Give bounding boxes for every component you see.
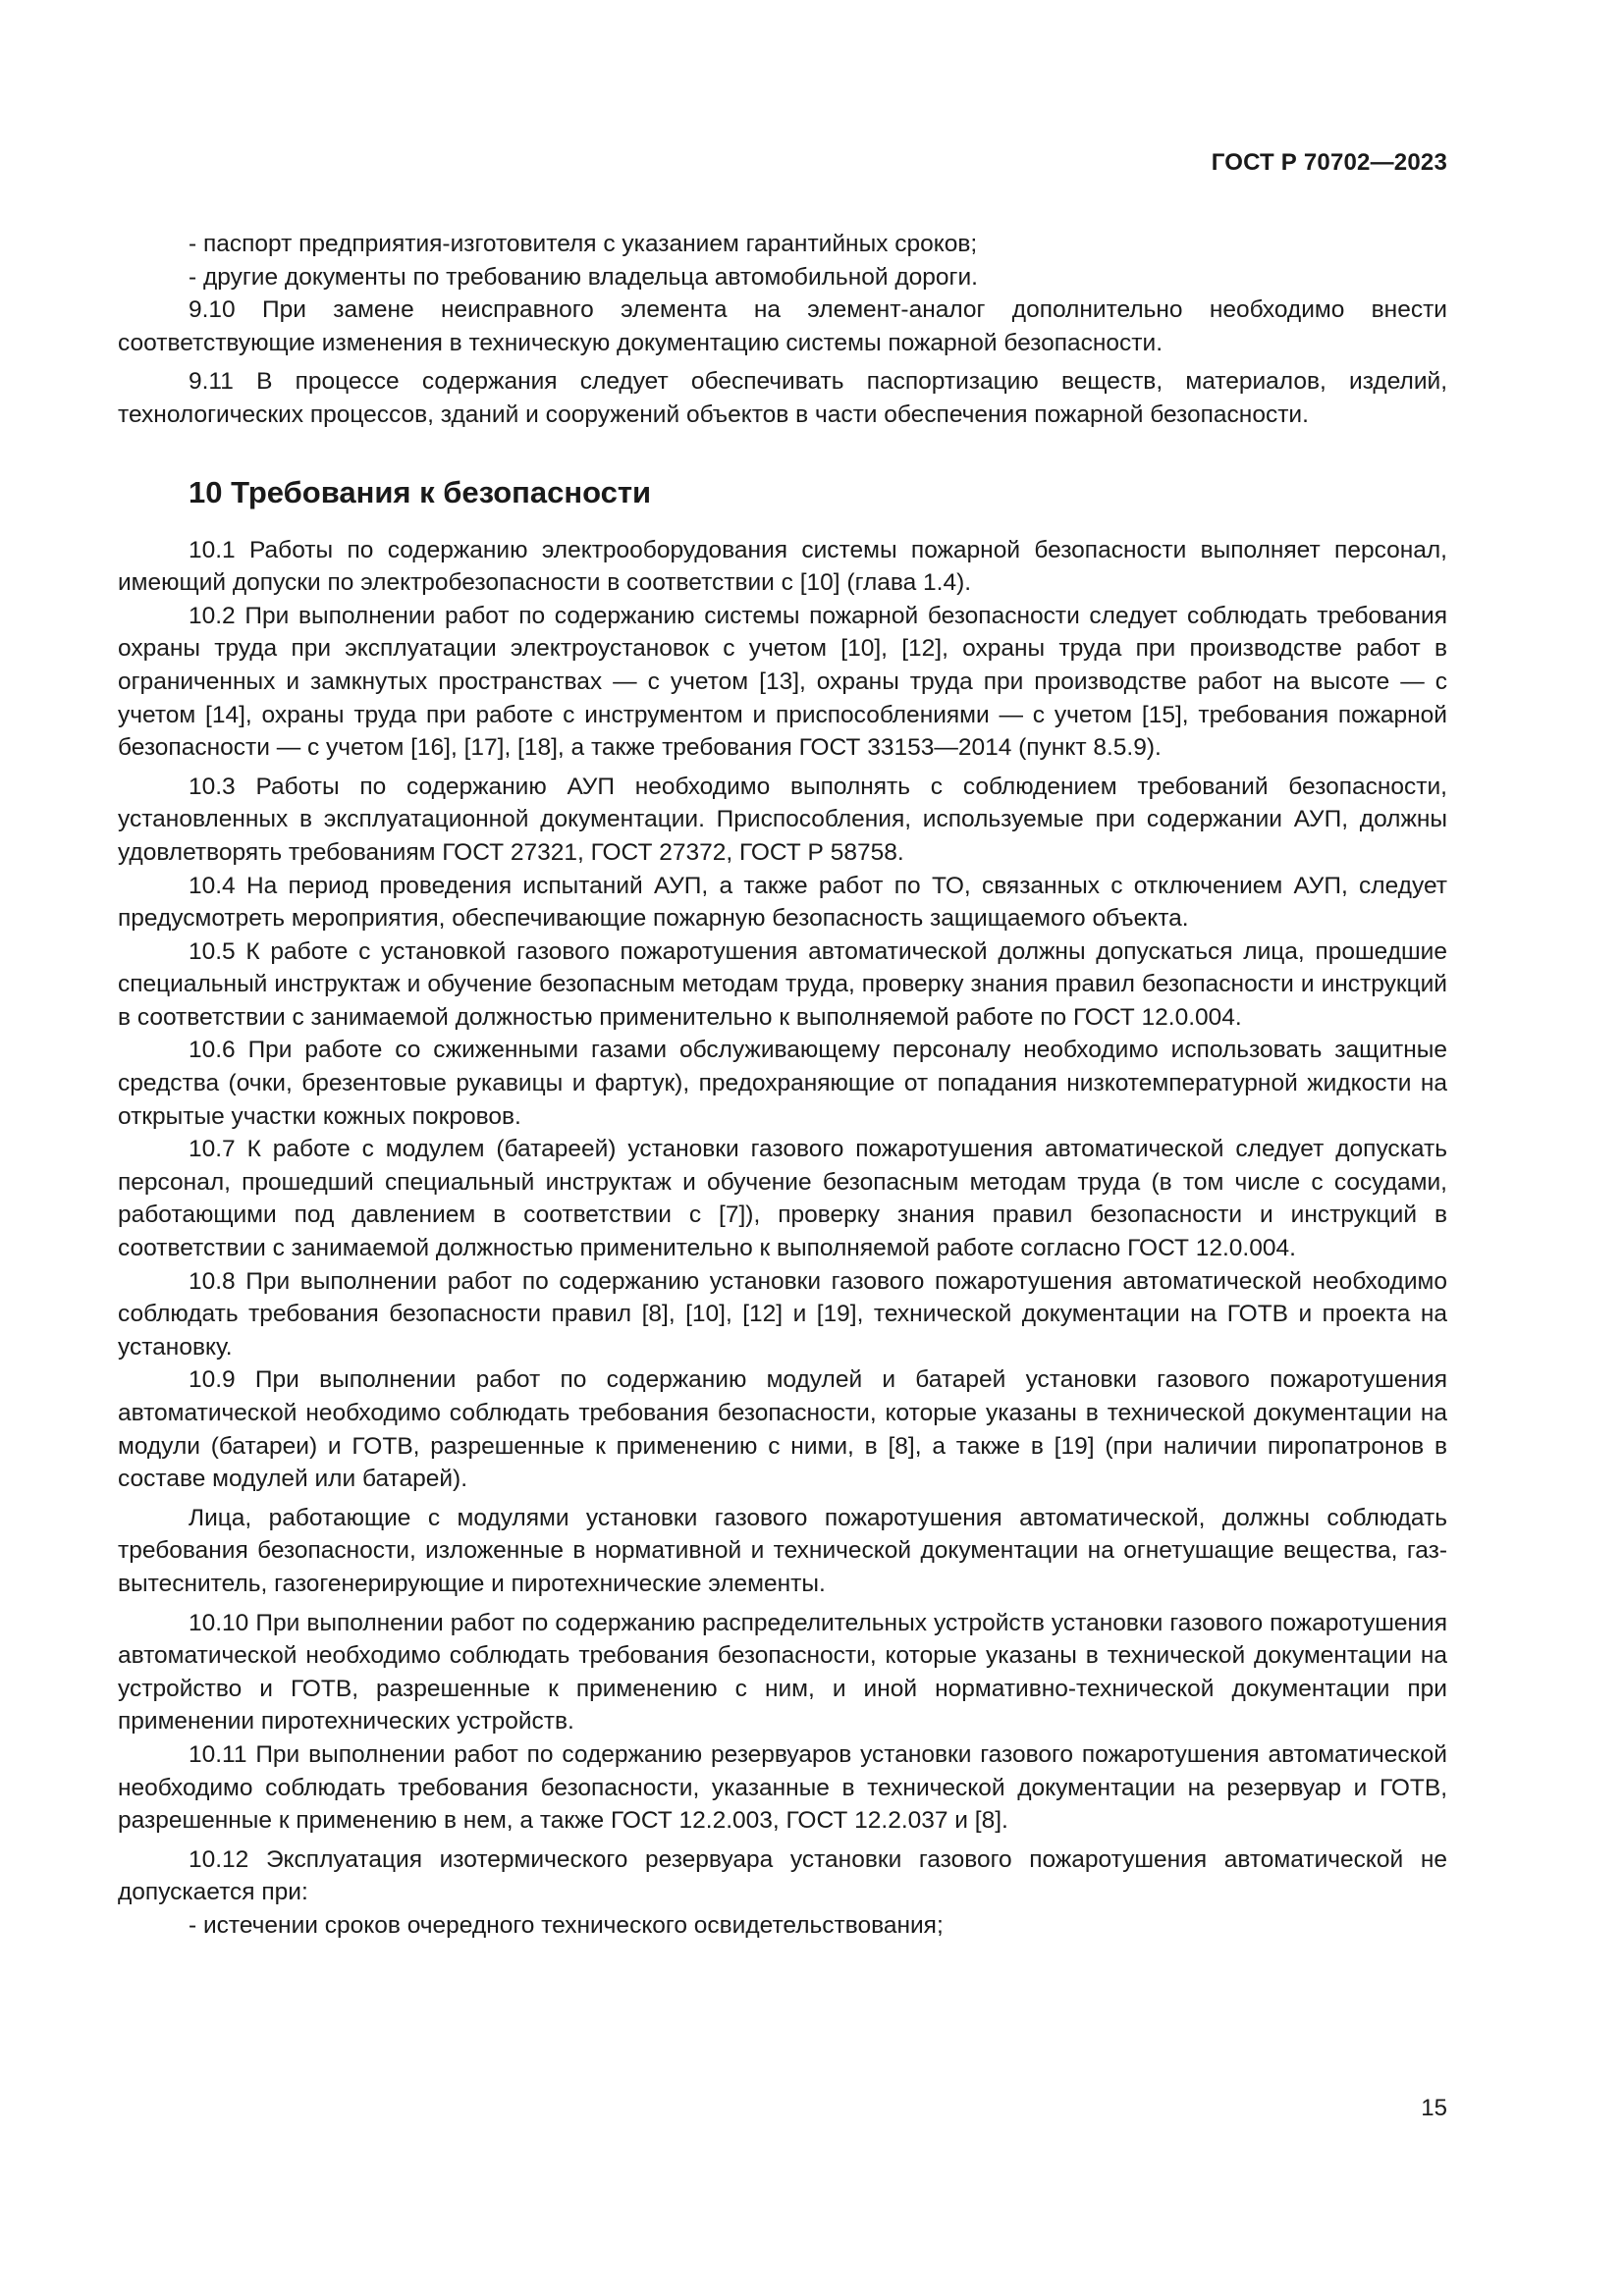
clause-10-8: 10.8 При выполнении работ по содержанию установки газового пожаротушения автоматической необходимо соблюдать требования безопасности правил [8], [10], [12] и [19], технической документации на ГОТВ и проекта на установку. [118,1267,1447,1361]
clause-10-7: 10.7 К работе с модулем (батареей) установки газового пожаротушения автоматической следует допускать персонал, прошедший специальный инструктаж и обучение безопасным методам труда (в том числе с сосудами, работающими под давлением в соответствии с [7]), проверку знания правил безопасности и инструкций в соответствии с занимаемой должностью применительно к выполняемой работе согласно ГОСТ 12.0.004. [118,1136,1447,1262]
list-item-other-docs: - другие документы по требованию владельца автомобильной дороги. [189,263,978,291]
clause-10-9: 10.9 При выполнении работ по содержанию модулей и батарей установки газового пожаротушения автоматической необходимо соблюдать требования безопасности, которые указаны в технической документации на модули (батареи) и ГОТВ, разрешенные к применению с ними, в [8], а также в [19] (при наличии пиропатронов в составе модулей или батарей). [118,1366,1447,1493]
page-body [118,228,1447,1943]
clause-10-11: 10.11 При выполнении работ по содержанию резервуаров установки газового пожаротушения автоматической необходимо соблюдать требования безопасности, указанные в технической документации на резервуар и ГОТВ, разрешенные к применению в нем, а также ГОСТ 12.2.003, ГОСТ 12.2.037 и [8]. [118,1740,1447,1835]
clause-10-10: 10.10 При выполнении работ по содержанию распределительных устройств установки газового пожаротушения автоматической необходимо соблюдать требования безопасности, которые указаны в технической документации на устройство и ГОТВ, разрешенные к применению с ним, и иной нормативно-технической документации при применении пиротехнических устройств. [118,1609,1447,1735]
clause-10-5: 10.5 К работе с установкой газового пожаротушения автоматической должны допускаться лица, прошедшие специальный инструктаж и обучение безопасным методам труда, проверку знания правил безопасности и инструкций в соответствии с занимаемой должностью применительно к выполняемой работе по ГОСТ 12.0.004. [118,937,1447,1031]
clause-10-4: 10.4 На период проведения испытаний АУП, а также работ по ТО, связанных с отключением АУП, следует предусмотреть мероприятия, обеспечивающие пожарную безопасность защищаемого объекта. [118,872,1447,933]
section-title: 10 Требования к безопасности [189,474,652,509]
clause-9-10: 9.10 При замене неисправного элемента на элемент-аналог дополнительно необходимо внести соответствующие изменения в техническую документацию системы пожарной безопасности. [118,296,1447,356]
clause-10-3: 10.3 Работы по содержанию АУП необходимо выполнять с соблюдением требований безопасности, установленных в эксплуатационной документации. Приспособления, используемые при содержании АУП, должны удовлетворять требованиям ГОСТ 27321, ГОСТ 27372, ГОСТ Р 58758. [118,773,1447,866]
clause-10-2: 10.2 При выполнении работ по содержанию системы пожарной безопасности следует соблюдать требования охраны труда при эксплуатации электроустановок с учетом [10], [12], охраны труда при производстве работ в ограниченных и замкнутых пространствах — с учетом [13], охраны труда при производстве работ на высоте — с учетом [14], охраны труда при работе с инструментом и приспособлениями — с учетом [15], требования пожарной безопасности — с учетом [16], [17], [18], а также требования ГОСТ 33153—2014 (пункт 8.5.9). [118,602,1447,762]
running-header: ГОСТ Р 70702—2023 [1211,149,1447,176]
clause-10-6: 10.6 При работе со сжиженными газами обслуживающему персоналу необходимо использовать защитные средства (очки, брезентовые рукавицы и фартук), предохраняющие от попадания низкотемпературной жидкости на открытые участки кожных покровов. [118,1037,1447,1130]
page-number: 15 [1421,2095,1447,2121]
list-item-inspection-expiry: - истечении сроков очередного технического освидетельствования; [189,1911,944,1939]
clause-10-1: 10.1 Работы по содержанию электрооборудования системы пожарной безопасности выполняет персонал, имеющий допуски по электробезопасности в соответствии с [10] (глава 1.4). [118,536,1447,597]
list-item-passport: - паспорт предприятия-изготовителя с указанием гарантийных сроков; [189,231,978,257]
clause-10-12: 10.12 Эксплуатация изотермического резервуара установки газового пожаротушения автоматической не допускается при: [118,1845,1447,1906]
clause-9-11: 9.11 В процессе содержания следует обеспечивать паспортизацию веществ, материалов, изделий, технологических процессов, зданий и сооружений объектов в части обеспечения пожарной безопасности. [118,368,1447,428]
clause-10-9-persons: Лица, работающие с модулями установки газового пожаротушения автоматической, должны соблюдать требования безопасности, изложенные в нормативной и технической документации на огнетушащие вещества, газ-вытеснитель, газогенерирующие и пиротехнические элементы. [118,1504,1447,1597]
